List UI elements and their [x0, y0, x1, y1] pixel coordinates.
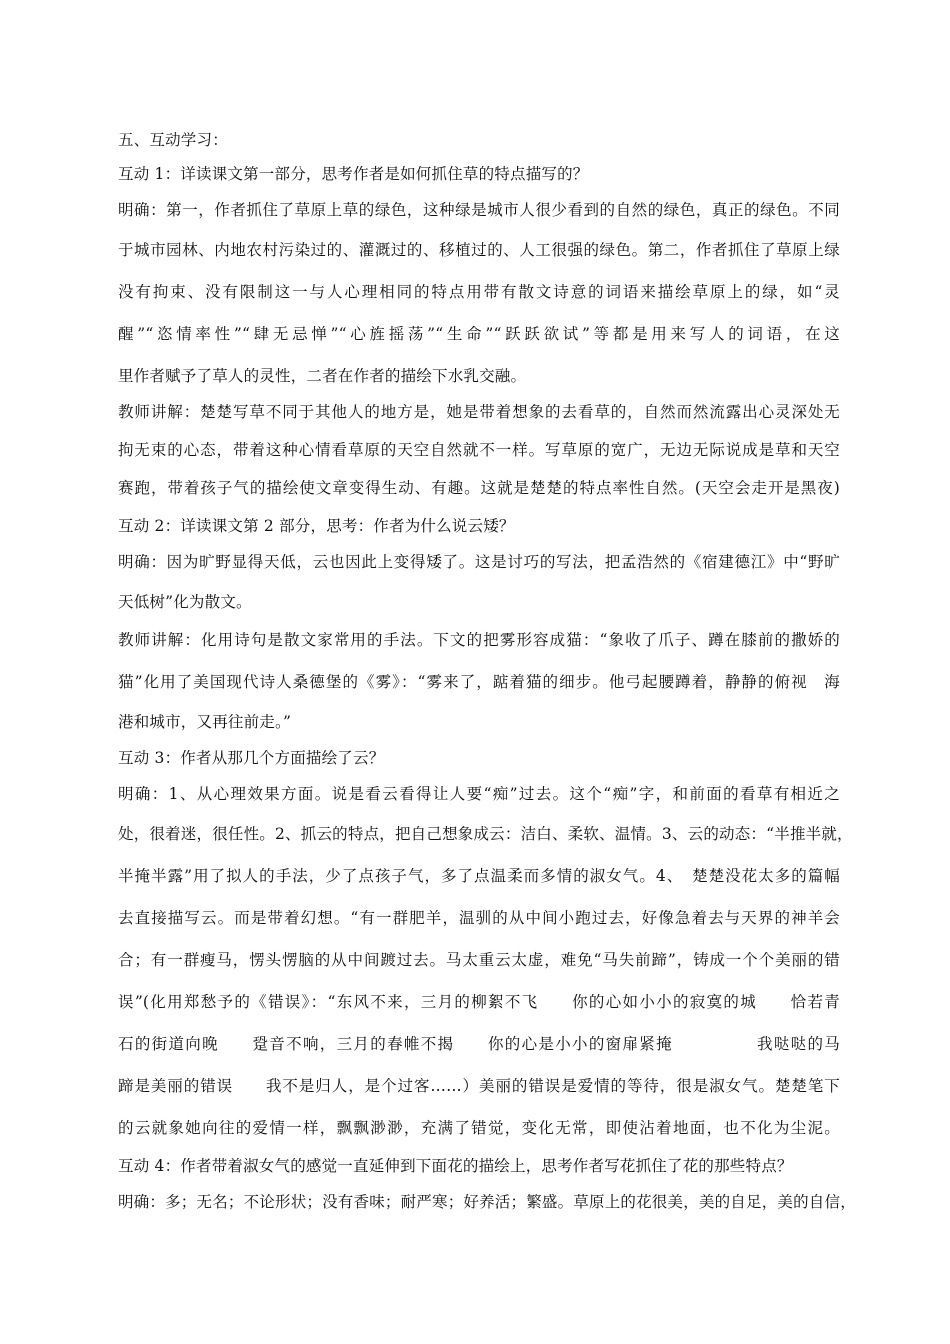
- paragraph-line: 误”(化用郑愁予的《错误》：“东风不来，三月的柳絮不飞 你的心如小小的寂寞的城 恰若青: [118, 993, 840, 1011]
- paragraph-line: 港和城市，又再往前走。”: [118, 713, 292, 731]
- paragraph-line: 猫”化用了美国现代诗人桑德堡的《雾》：“雾来了，踮着猫的细步。他弓起腰蹲着，静静的俯视 海: [118, 673, 840, 691]
- paragraph-line: 互动 2：详读课文第 2 部分，思考：作者为什么说云矮？: [118, 517, 515, 535]
- paragraph-line: 石的街道向晚 跫音不响，三月的春帷不揭 你的心是小小的窗扉紧掩 我哒哒的马: [118, 1035, 840, 1053]
- paragraph-line: 明确：因为旷野显得天低，云也因此上变得矮了。这是讨巧的写法，把孟浩然的《宿建德江》中“野旷: [118, 553, 840, 571]
- paragraph-line: 蹄是美丽的错误 我不是归人，是个过客……）美丽的错误是爱情的等待，很是淑女气。楚楚笔下: [118, 1077, 840, 1095]
- paragraph-line: 明确：1、从心理效果方面。说是看云看得让人要“痴”过去。这个“痴”字，和前面的看草有相近之: [118, 785, 840, 803]
- paragraph-line: 明确：多；无名；不论形状；没有香味；耐严寒；好养活；繁盛。草原上的花很美，美的自足，美的自信，: [118, 1193, 856, 1211]
- paragraph-line: 醒”“恣情率性”“肆无忌惮”“心旌摇荡”“生命”“跃跃欲试”等都是用来写人的词语，在这: [118, 325, 840, 343]
- paragraph-line: 里作者赋予了草人的灵性，二者在作者的描绘下水乳交融。: [118, 367, 527, 385]
- paragraph-line: 赛跑，带着孩子气的描绘使文章变得生动、有趣。这就是楚楚的特点率性自然。(天空会走开是黑夜): [118, 479, 840, 497]
- paragraph-line: 互动 1：详读课文第一部分，思考作者是如何抓住草的特点描写的？: [118, 165, 589, 183]
- paragraph-line: 互动 4：作者带着淑女气的感觉一直延伸到下面花的描绘上，思考作者写花抓住了花的那些特点？: [118, 1157, 793, 1175]
- paragraph-line: 没有拘束、没有限制这一与人心理相同的特点用带有散文诗意的词语来描绘草原上的绿，如“灵: [118, 283, 840, 301]
- paragraph-line: 半掩半露”用了拟人的手法，少了点孩子气，多了点温柔而多情的淑女气。4、 楚楚没花太多的篇幅: [118, 867, 840, 885]
- paragraph-line: 拘无束的心态，带着这种心情看草原的天空自然就不一样。写草原的宽广，无边无际说成是草和天空: [118, 441, 840, 459]
- paragraph-line: 明确：第一，作者抓住了草原上草的绿色，这种绿是城市人很少看到的自然的绿色，真正的绿色。不同: [118, 201, 840, 219]
- section-heading: 五、互动学习：: [118, 131, 228, 149]
- paragraph-line: 天低树”化为散文。: [118, 593, 252, 611]
- paragraph-line: 互动 3：作者从那几个方面描绘了云？: [118, 749, 385, 767]
- paragraph-line: 的云就象她向往的爱情一样，飘飘渺渺，充满了错觉，变化无常，即使沾着地面，也不化为尘泥。: [118, 1119, 840, 1137]
- paragraph-line: 教师讲解：楚楚写草不同于其他人的地方是，她是带着想象的去看草的，自然而然流露出心灵深处无: [118, 403, 840, 421]
- paragraph-line: 教师讲解：化用诗句是散文家常用的手法。下文的把雾形容成猫：“象收了爪子、蹲在膝前的撒娇的: [118, 631, 840, 649]
- paragraph-line: 去直接描写云。而是带着幻想。“有一群肥羊，温驯的从中间小跑过去，好像急着去与天界的神羊会: [118, 909, 840, 927]
- paragraph-line: 合；有一群瘦马，愣头愣脑的从中间踱过去。马太重云太虚，难免“马失前蹄”，铸成一个个美丽的错: [118, 951, 840, 969]
- paragraph-line: 处，很着迷，很任性。2、抓云的特点，把自己想象成云：洁白、柔软、温情。3、云的动态：“半推半就，: [118, 825, 853, 843]
- paragraph-line: 于城市园林、内地农村污染过的、灌溉过的、移植过的、人工很强的绿色。第二，作者抓住了草原上绿: [118, 241, 840, 259]
